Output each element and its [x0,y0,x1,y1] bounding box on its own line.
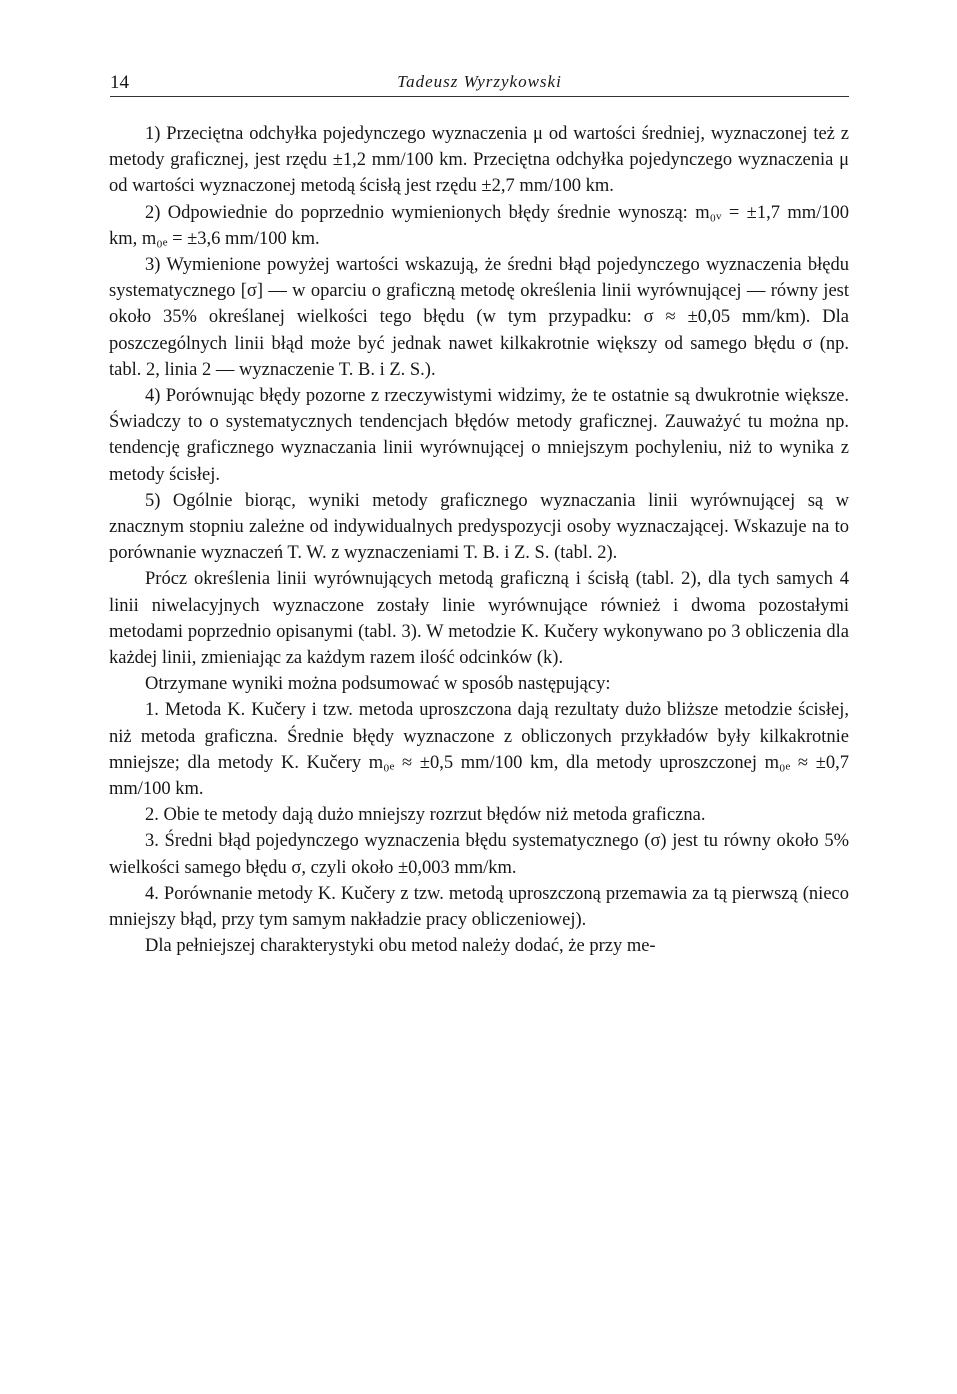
page-header [110,70,849,97]
paragraph-2: 2) Odpowiednie do poprzednio wymienionych błędy średnie wynoszą: m₀ᵥ = ±1,7 mm/100 km, m₀ₑ = ±3,6 mm/100 km. [109,202,849,249]
paragraph-3: 3) Wymienione powyżej wartości wskazują, że średni błąd pojedynczego wyznaczenia błędu systematycznego [σ] — w oparciu o graficzną metodę określenia linii wyrównującej — równy jest około 35% określanej wielkości tego błędu (w tym przypadku: σ ≈ ±0,05 mm/km). Dla poszczególnych linii błąd może być jednak nawet kilkakrotnie większy od samego błędu σ (np. tabl. 2, linia 2 — wyznaczenie T. B. i Z. S.). [109,255,849,380]
paragraph-last: Dla pełniejszej charakterystyki obu metod należy dodać, że przy me- [145,936,656,957]
paragraph-7: Otrzymane wyniki można podsumować w sposób następujący: [145,674,611,695]
summary-item-2: 2. Obie te metody dają dużo mniejszy rozrzut błędów niż metoda graficzna. [145,805,706,826]
paragraph-5: 5) Ogólnie biorąc, wyniki metody graficznego wyznaczania linii wyrównującej są w znacznym stopniu zależne od indywidualnych predyspozycji osoby wyznaczającej. Wskazuje na to porównanie wyznaczeń T. W. z wyznaczeniami T. B. i Z. S. (tabl. 2). [109,490,849,564]
page-number: 14 [110,72,129,93]
paragraph-1: 1) Przeciętna odchyłka pojedynczego wyznaczenia μ od wartości średniej, wyznaczonej też z metody graficznej, jest rzędu ±1,2 mm/100 km. Przeciętna odchyłka pojedynczego wyznaczenia μ od wartości wyznaczonej metodą ścisłą jest rzędu ±2,7 mm/100 km. [109,124,849,197]
summary-item-4: 4. Porównanie metody K. Kučery z tzw. metodą uproszczoną przemawia za tą pierwszą (nieco mniejszy błąd, przy tym samym nakładzie pracy obliczeniowej). [109,883,849,931]
body-text [109,121,849,960]
summary-item-1: 1. Metoda K. Kučery i tzw. metoda uproszczona dają rezultaty dużo bliższe metodzie ścisłej, niż metoda graficzna. Średnie błędy wyznaczone z obliczonych przykładów były kilkakrotnie mniejsze; dla metody K. Kučery m₀ₑ ≈ ±0,5 mm/100 km, dla metody uproszczonej m₀ₑ ≈ ±0,7 mm/100 km. [109,700,849,800]
running-head: Tadeusz Wyrzykowski [397,72,562,91]
paragraph-6: Prócz określenia linii wyrównujących metodą graficzną i ścisłą (tabl. 2), dla tych samych 4 linii niwelacyjnych wyznaczone zostały linie wyrównujące również i dwoma pozostałymi metodami poprzednio opisanymi (tabl. 3). W metodzie K. Kučery wykonywano po 3 obliczenia dla każdej linii, zmieniając za każdym razem ilość odcinków (k). [109,569,849,669]
paragraph-4: 4) Porównując błędy pozorne z rzeczywistymi widzimy, że te ostatnie są dwukrotnie większe. Świadczy to o systematycznych tendencjach błędów metody graficznej. Zauważyć tu można np. tendencję graficznego wyznaczania linii wyrównującej o mniejszym pochyleniu, niż to wynika z metody ścisłej. [109,386,849,485]
summary-item-3: 3. Średni błąd pojedynczego wyznaczenia błędu systematycznego (σ) jest tu równy około 5% wielkości samego błędu σ, czyli około ±0,003 mm/km. [109,831,849,878]
